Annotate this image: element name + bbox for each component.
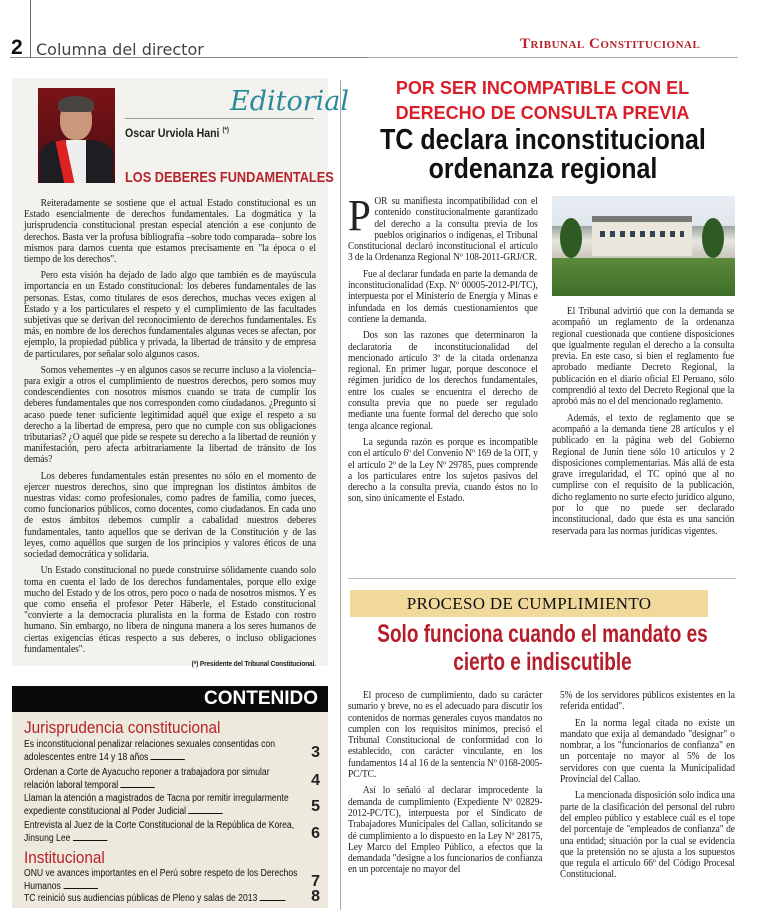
contents-item[interactable]: Entrevista al Juez de la Corte Constitucional de la República de Korea, Jinsung Lee <box>24 820 295 844</box>
contents-item[interactable]: ONU ve avances importantes en el Perú sobre respeto de los Derechos Humanos <box>24 868 298 892</box>
paragraph: 5% de los servidores públicos existentes en la referida entidad". <box>560 690 735 713</box>
paragraph: Reiteradamente se sostiene que el actual Estado constitucional es un Estado esencialmente de derechos fundamentales. La dogmática y la jurisprudencia constitucional prestan especial atención a ese conjunto de derechos. Basta ver la profusa bibliografía –sobre todo comparada– sobre los mismos para darnos cuenta que estamos precisamente en "la época o el tiempo de los derechos". <box>24 198 316 266</box>
contents-item[interactable]: Llaman la atención a magistrados de Tacna por remitir irregularmente expediente constitucional al Poder Judicial <box>24 793 289 817</box>
paragraph: Somos vehementes –y en algunos casos se recurre incluso a la violencia– para exigir a otros el cumplimiento de nuestros derechos, pero somos muy condescendientes con nosotros mismos cuando se trata de cumplir los deberes fundamentales que nos corresponden como ciudadanos. ¿Pregunto si acaso puede tener suficiente legitimidad aquél que exige el respeto a su derecho a la libertad de empresa, pero que no cumple con sus obligaciones tributarias? ¿O aquél que pide se respete su derecho a la libertad de reunión y manifestación, pero afecta arbitrariamente la libertad de tránsito de los demás? <box>24 364 316 466</box>
section-title: Columna del director <box>36 40 204 59</box>
divider <box>348 578 736 579</box>
contents-page: 3 <box>311 744 320 761</box>
contents-item[interactable]: Ordenan a Corte de Ayacucho reponer a trabajadora por simular relación laboral temporal <box>24 767 270 791</box>
paragraph: La mencionada disposición solo indica una parte de la clasificación del personal del rubro del empleo público y establece cuál es el tope del porcentaje de "empleados de confianza" de una entidad; situación por la cual se evidencia que la pretensión no se ajusta a los supuestos que regula el artículo 66º del Código Procesal Constitucional. <box>560 790 735 881</box>
contents-item[interactable]: TC reinició sus audiencias públicas de Pleno y salas de 2013 <box>24 892 299 905</box>
article-column <box>560 690 735 886</box>
contents-section: Institucional <box>24 848 105 867</box>
paragraph: Fue al declarar fundada en parte la demanda de inconstitucionalidad (Exp. Nº 00005-2012-PI/TC), interpuesta por el Ministerio de Energía y Minas e infundada en los demás cuestionamientos que contiene la demanda. <box>348 268 538 325</box>
contents-box <box>12 686 328 908</box>
article-headline: TC declara inconstitucional ordenanza regional <box>380 124 706 185</box>
paragraph: En la norma legal citada no existe un mandato que exija al demandado "designar" o nombrar, a los "funcionarios de confianza" en un porcentaje no mayor al 5% de los servidores con que cuenta la Municipalidad Provincial del Callao. <box>560 717 735 786</box>
paragraph: Pero esta visión ha dejado de lado algo que también es de mayúscula importancia en un Estado constitucional: los deberes fundamentales de las personas. Estas, como titulares de esos derechos, muchas veces exigen al Estado y a los particulares el respeto y el cumplimiento de las facultades subjetivas que se derivan del reconocimiento de derechos fundamentales. Es más, en nombre de los derechos fundamentales algunas veces se afectan, por ejemplo, la propiedad pública y privada, la libertad de tránsito y de empresa de particulares, por señalar solo algunos casos. <box>24 270 316 360</box>
article-headline: Solo funciona cuando el mandato es cierto e indiscutible <box>377 620 708 676</box>
paragraph: Así lo señaló al declarar improcedente la demanda de cumplimiento (Expediente Nº 02829-2012-PC/TC), interpuesta por el Sindicato de Trabajadores Municipales del Callao, solicitando se dé cumplimiento a lo dispuesto en la Ley Nº 28175, Ley Marco del Empleo Público, a efectos que la demandada "designe a los funcionarios de confianza en un porcentaje no mayor del <box>348 785 543 876</box>
contents-title: CONTENIDO <box>12 686 328 712</box>
header-rule <box>30 0 31 58</box>
contents-page: 4 <box>311 772 320 789</box>
paragraph: Un Estado constitucional no puede construirse sólidamente cuando solo toma en cuenta el lado de los derechos fundamentales, porque ello exige mucho del Estado y de los otros, pero poco o nada de nosotros mismos. Y es que como enseña el profesor Peter Häberle, el Estado constitucional "convierte a la democracia pluralista en la forma de Estado con rostro humano. Sin embargo, no libera de ninguna manera a los seres humanos de ciertas exigencias éticas respecto a sus deberes, o incluso obligaciones fundamentales". <box>24 565 316 655</box>
editorial-label: Editorial <box>230 86 350 117</box>
article-kicker: POR SER INCOMPATIBLE CON EL DERECHO DE CONSULTA PREVIA <box>395 78 690 123</box>
article-column <box>552 306 734 542</box>
editorial-title: LOS DEBERES FUNDAMENTALES <box>125 169 334 186</box>
contents-page: 5 <box>311 798 320 815</box>
editorial-body <box>24 198 316 673</box>
article-column <box>348 690 542 881</box>
contents-section: Jurisprudencia constitucional <box>24 718 221 737</box>
building-photo <box>552 196 735 296</box>
publication-name: Tribunal Constitucional <box>520 36 701 52</box>
paragraph: El proceso de cumplimiento, dado su carácter sumario y breve, no es el adecuado para discutir los contenidos de normas generales cuyos mandatos no cumplen con los requisitos mínimos, precisó el Tribunal Constitucional de conformidad con lo establecido, con carácter vinculante, en los fundamentos 14 al 16 de la sentencia Nº 0168-2005-PC/TC. <box>348 690 543 781</box>
contents-item[interactable]: Es inconstitucional penalizar relaciones sexuales consentidas con adolescentes entre 14 y 18 años <box>24 739 275 763</box>
paragraph: La segunda razón es porque es incompatible con el artículo 6º del Convenio Nº 169 de la OIT, y el artículo 2º de la Ley Nº 29785, pues comprende a los particulares entre los sujetos pasivos del derecho a la consulta previa, cuando éstos no lo son, sino únicamente el Estado. <box>348 436 538 505</box>
contents-page: 6 <box>311 825 320 842</box>
contents-page: 8 <box>311 888 320 905</box>
divider <box>125 118 314 119</box>
author-name: Oscar Urviola Hani (*) <box>125 126 229 140</box>
footnote: (*) Presidente del Tribunal Constitucional. <box>191 660 316 668</box>
paragraph: Además, el texto de reglamento que se acompañó a la demanda tiene 28 artículos y el publicado en la página web del Gobierno Regional de Junín tiene sólo 10 artículos y 2 disposiciones complementarias. Más allá de esta grave irregularidad, el TC opinó que al no cumplirse con el requisito de la publicación, dicho reglamento no surte efecto jurídico alguno, por lo que no puede ser declarado inconstitucional, dado que ésta es una sanción reservada para las normas jurídicas vigentes. <box>552 412 735 537</box>
paragraph: POR su manifiesta incompatibilidad con el contenido constitucionalmente garantizado del derecho a la consulta previa de los pueblos originarios o indígenas, el Tribunal Constitucional declaró inconstitucional el artículo 3 de la Ordenanza Regional Nº 108-2011-GRJ/CR. <box>348 191 538 264</box>
header-rule <box>368 57 738 58</box>
section-band: PROCESO DE CUMPLIMIENTO <box>350 590 708 617</box>
article-column <box>348 191 538 510</box>
paragraph: Dos son las razones que determinaron la declaratoria de inconstitucionalidad del mencionado artículo 3º de la citada ordenanza regional. En primer lugar, porque desconoce el régimen jurídico de los derechos fundamentales, entre los cuales se encuentra el derecho de consulta previa que no puede ser regulado mediante una fuente formal del derecho que solo tenga alcance regional. <box>348 330 538 432</box>
paragraph: Los deberes fundamentales están presentes no sólo en el momento de ejercer nuestros derechos, sino que impregnan los distintos ámbitos de nuestras vidas: como profesionales, como padres de familia, como jueces, como funcionarios públicos, como docentes, como ciudadanos. En cada uno de estos ámbitos debemos cumplir a cabalidad nuestros deberes fundamentales, tanto aquellos que se derivan de la Constitución y de las leyes, como aquéllos que surgen de los principios y valores éticos de una sociedad democrática y solidaria. <box>24 470 316 561</box>
author-photo <box>38 88 115 183</box>
paragraph: El Tribunal advirtió que con la demanda se acompañó un reglamento de la ordenanza regional cuestionada que contiene disposiciones que igualmente regulan el derecho a la consulta previa. En este caso, si bien el reglamento fue aprobado mediante Decreto Regional, la publicación en el diario oficial El Peruano, sólo comprendió al texto del Decreto Regional que la aprobó más no el del mencionado reglamento. <box>552 306 735 408</box>
drop-cap: P <box>348 191 371 240</box>
contents-page: 7 <box>311 873 320 890</box>
column-divider <box>340 80 341 910</box>
page-number: 2 <box>11 36 23 59</box>
